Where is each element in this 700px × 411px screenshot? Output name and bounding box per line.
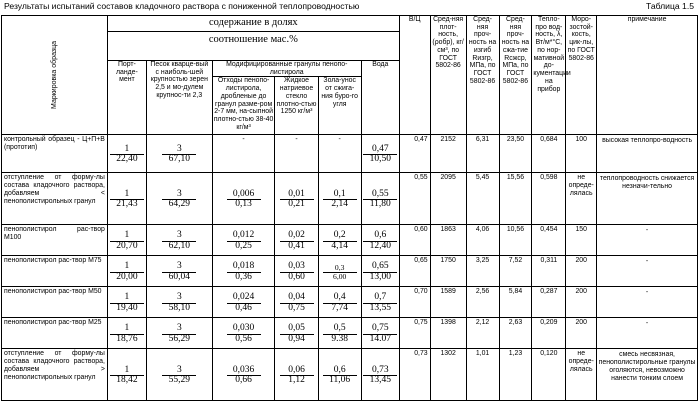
- fraction-cell: [146, 173, 212, 225]
- note-value: -: [597, 256, 698, 287]
- fraction-numerator: 0,024: [227, 293, 261, 304]
- fraction-denominator: 62,10: [168, 240, 191, 251]
- fraction-cell: [275, 225, 318, 256]
- fraction-denominator: 0,60: [288, 271, 305, 282]
- fraction-denominator: 0,46: [235, 302, 252, 313]
- fraction-numerator: 1: [110, 262, 144, 273]
- thermal-value: 0,311: [532, 256, 566, 287]
- density-header: Сред-няя плот-ность, (ρобр), кг/см³, по ГОСТ 5802-86: [430, 16, 466, 135]
- fraction-cell: [146, 287, 212, 318]
- table-row: [2, 256, 698, 287]
- compress-value: 10,56: [499, 225, 532, 256]
- sample-name: пенополистирол рас-твор М50: [2, 287, 108, 318]
- fraction-cell: [107, 225, 146, 256]
- wc-value: 0,75: [399, 318, 430, 349]
- fraction-numerator: 1: [110, 366, 144, 377]
- portland-header: Порт-ланде-мент: [107, 61, 146, 135]
- fraction-numerator: 3: [162, 293, 196, 304]
- frost-value: 150: [566, 225, 597, 256]
- bend-value: 4,06: [466, 225, 499, 256]
- bend-value: 6,31: [466, 135, 499, 173]
- fraction-denominator: 0,25: [235, 240, 252, 251]
- wc-value: 0,70: [399, 287, 430, 318]
- compress-value: 7,52: [499, 256, 532, 287]
- wc-header: В/Ц: [399, 16, 430, 135]
- fraction: [110, 366, 144, 387]
- fraction-numerator: 1: [110, 145, 144, 156]
- fraction-numerator: 3: [162, 145, 196, 156]
- fraction-cell: [275, 349, 318, 401]
- fraction: [110, 145, 144, 166]
- fraction-denominator: 0,21: [288, 199, 305, 210]
- fraction-cell: [361, 349, 399, 401]
- fraction: [110, 231, 144, 252]
- bend-value: 3,25: [466, 256, 499, 287]
- thermal-value: 0,209: [532, 318, 566, 349]
- fraction-denominator: 58,10: [168, 302, 191, 313]
- frost-header: Моро-зостой-кость, цик-лы, по ГОСТ 5802-86: [566, 16, 597, 135]
- fraction: [110, 293, 144, 314]
- fraction-numerator: 1: [110, 190, 144, 201]
- fraction: [363, 262, 397, 283]
- note-value: -: [597, 318, 698, 349]
- marking-header: Маркировка образца: [2, 16, 108, 135]
- fraction: [323, 264, 357, 281]
- sample-name: отступление от форму-лы состава кладочного раствора, добавляем > пенополистирольных гранул: [2, 349, 108, 401]
- fraction-cell: [107, 349, 146, 401]
- fraction: [280, 262, 314, 283]
- table-row: [2, 287, 698, 318]
- fraction-numerator: 0,02: [280, 231, 314, 242]
- fraction: [110, 190, 144, 211]
- note-value: -: [597, 287, 698, 318]
- fraction-cell: [318, 225, 361, 256]
- fraction-numerator: 3: [162, 366, 196, 377]
- fraction-denominator: 18,76: [116, 333, 138, 344]
- density-value: 1589: [430, 287, 466, 318]
- frost-value: не опреде-лялась: [566, 349, 597, 401]
- fraction-numerator: 0,47: [363, 145, 397, 156]
- fraction-denominator: 7,74: [331, 302, 348, 313]
- fraction-denominator: 12,40: [369, 240, 391, 251]
- fraction-denominator: 6,00: [333, 271, 347, 281]
- density-value: 1750: [430, 256, 466, 287]
- note-value: высокая теплопро-водность: [597, 135, 698, 173]
- fraction: [110, 324, 144, 345]
- fraction-cell: [107, 318, 146, 349]
- fraction: [162, 293, 196, 314]
- fraction-denominator: 1,12: [288, 375, 305, 386]
- fraction-numerator: 0,73: [363, 366, 397, 377]
- wc-value: 0,55: [399, 173, 430, 225]
- fraction: [323, 190, 357, 211]
- fraction-numerator: 0,006: [227, 190, 261, 201]
- granules-header: Модифицированные гранулы пенопо-листирола: [212, 61, 361, 77]
- fraction-cell: [212, 349, 275, 401]
- fraction-cell: [361, 287, 399, 318]
- fraction-numerator: 3: [162, 190, 196, 201]
- fraction-numerator: 0,55: [363, 190, 397, 201]
- density-value: 2095: [430, 173, 466, 225]
- fraction-denominator: 67,10: [168, 154, 191, 165]
- bend-value: 2,56: [466, 287, 499, 318]
- fraction-numerator: 0,5: [323, 324, 357, 335]
- fraction-denominator: 20,00: [116, 271, 138, 282]
- fraction: [280, 324, 314, 345]
- table-row: [2, 318, 698, 349]
- sand-header: Песок кварце-вый с наиболь-шей крупностью зерен 2,5 и мо-дулем крупнос-ти 2,3: [146, 61, 212, 135]
- fraction-cell: [275, 256, 318, 287]
- bend-value: 1,01: [466, 349, 499, 401]
- density-value: 1863: [430, 225, 466, 256]
- fraction: [280, 231, 314, 252]
- fraction: [280, 366, 314, 387]
- thermal-header: Тепло-про вод-ность, λ, Вт/м*°С, по нор-мативной до-кументации на прибор: [532, 16, 566, 135]
- fraction-numerator: 0,2: [323, 231, 357, 242]
- fraction: [162, 145, 196, 166]
- content-line-1: содержание в долях: [108, 16, 399, 32]
- fraction: [162, 324, 196, 345]
- table-row: [2, 173, 698, 225]
- wc-value: 0,47: [399, 135, 430, 173]
- density-value: 1302: [430, 349, 466, 401]
- fraction-numerator: 1: [110, 293, 144, 304]
- fraction-denominator: 2,14: [331, 199, 348, 210]
- fraction: [162, 231, 196, 252]
- fraction-numerator: 0,030: [227, 324, 261, 335]
- fraction-cell: [107, 287, 146, 318]
- fraction: [323, 293, 357, 314]
- thermal-value: 0,454: [532, 225, 566, 256]
- fraction: [227, 293, 261, 314]
- compress-value: 23,50: [499, 135, 532, 173]
- fraction-numerator: 0,012: [227, 231, 261, 242]
- fraction-numerator: 0,05: [280, 324, 314, 335]
- frost-value: 200: [566, 256, 597, 287]
- fraction: [323, 324, 357, 345]
- fraction-denominator: 64,29: [168, 199, 191, 210]
- fraction-denominator: 10,50: [369, 154, 391, 165]
- frost-value: 200: [566, 318, 597, 349]
- fraction-numerator: 0,036: [227, 366, 261, 377]
- fraction: [363, 293, 397, 314]
- fraction: [323, 366, 357, 387]
- compress-header: Сред-няя проч-ность на сжа-тие Rсжср, МПа, по ГОСТ 5802-86: [499, 16, 532, 135]
- table-number: Таблица 1.5: [645, 1, 694, 11]
- glass-header: Жидкое натриевое стекло плотно-стью 1250 кг/м³: [275, 77, 318, 135]
- density-value: 1398: [430, 318, 466, 349]
- table-row: [2, 135, 698, 173]
- fraction-cell: [107, 135, 146, 173]
- note-header: примечание: [597, 16, 698, 135]
- fraction-numerator: 3: [162, 324, 196, 335]
- fraction-cell: [318, 256, 361, 287]
- fraction-denominator: 0,36: [235, 271, 252, 282]
- fraction-denominator: 11,06: [329, 375, 351, 386]
- bend-value: 5,45: [466, 173, 499, 225]
- fraction-numerator: 0,018: [227, 262, 261, 273]
- fraction-cell: [361, 225, 399, 256]
- table-title: Результаты испытаний составов кладочного раствора с пониженной теплопроводностью: [4, 1, 360, 11]
- sample-name: пенополистирол рас-твор М25: [2, 318, 108, 349]
- fraction-denominator: 19,40: [116, 302, 138, 313]
- fraction-cell: [146, 225, 212, 256]
- frost-value: не опреде-лялась: [566, 173, 597, 225]
- thermal-value: 0,287: [532, 287, 566, 318]
- table-row: [2, 349, 698, 401]
- thermal-value: 0,684: [532, 135, 566, 173]
- fraction-numerator: 0,7: [363, 293, 397, 304]
- fraction-denominator: 60,04: [168, 271, 191, 282]
- fraction-numerator: 1: [110, 231, 144, 242]
- fraction: [363, 145, 397, 166]
- content-header: [107, 16, 399, 61]
- ash-header: Зола-унос от сжига-ния буро-го угля: [318, 77, 361, 135]
- fraction-cell: [146, 349, 212, 401]
- fraction-denominator: 9.38: [331, 333, 348, 344]
- fraction: [363, 231, 397, 252]
- fraction-denominator: 0,94: [288, 333, 305, 344]
- wc-value: 0,65: [399, 256, 430, 287]
- table-row: [2, 225, 698, 256]
- compress-value: 5,84: [499, 287, 532, 318]
- fraction-cell: [318, 349, 361, 401]
- fraction-numerator: 0,1: [323, 190, 357, 201]
- bend-value: 2,12: [466, 318, 499, 349]
- fraction-numerator: 3: [162, 262, 196, 273]
- thermal-value: 0,120: [532, 349, 566, 401]
- fraction-cell: [318, 173, 361, 225]
- fraction-cell: [212, 318, 275, 349]
- fraction-cell: [361, 135, 399, 173]
- fraction-denominator: 13,00: [369, 271, 391, 282]
- fraction: [363, 324, 397, 345]
- dash-cell: -: [212, 135, 275, 173]
- fraction: [323, 231, 357, 252]
- compress-value: 1,23: [499, 349, 532, 401]
- fraction: [280, 190, 314, 211]
- fraction-cell: [361, 173, 399, 225]
- fraction-cell: [361, 256, 399, 287]
- fraction-denominator: 22,40: [116, 154, 138, 165]
- fraction-numerator: 0,4: [323, 293, 357, 304]
- fraction-numerator: 0,01: [280, 190, 314, 201]
- note-value: -: [597, 225, 698, 256]
- fraction-cell: [107, 173, 146, 225]
- bend-header: Сред-няя проч-ность на изгиб Rизгр, МПа, по ГОСТ 5802-86: [466, 16, 499, 135]
- fraction-cell: [275, 318, 318, 349]
- fraction-denominator: 0,41: [288, 240, 305, 251]
- sample-name: пенополистирол рас-твор М75: [2, 256, 108, 287]
- fraction-denominator: 56,29: [168, 333, 191, 344]
- fraction-cell: [275, 287, 318, 318]
- fraction-denominator: 0,66: [235, 375, 252, 386]
- fraction-denominator: 21,43: [116, 199, 138, 210]
- wc-value: 0,60: [399, 225, 430, 256]
- fraction: [227, 190, 261, 211]
- fraction-cell: [107, 256, 146, 287]
- fraction-denominator: 55,29: [168, 375, 191, 386]
- fraction-numerator: 0,6: [363, 231, 397, 242]
- fraction-denominator: 0,56: [235, 333, 252, 344]
- fraction-cell: [212, 256, 275, 287]
- fraction: [227, 366, 261, 387]
- waste-header: Отходы пенопо-листирола, дробленые до гранул разме-ром 2-7 мм, на-сыпной плотно-стью 38-40 кг/м³: [212, 77, 275, 135]
- fraction-numerator: 0,06: [280, 366, 314, 377]
- fraction-denominator: 13,55: [369, 302, 391, 313]
- fraction-denominator: 20,70: [116, 240, 138, 251]
- fraction: [110, 262, 144, 283]
- fraction-cell: [318, 287, 361, 318]
- fraction: [162, 262, 196, 283]
- density-value: 2152: [430, 135, 466, 173]
- fraction-cell: [212, 225, 275, 256]
- fraction-denominator: 0,13: [235, 199, 252, 210]
- content-line-2: соотношение мас.%: [208, 33, 298, 45]
- note-value: теплопроводность снижается незначи-тельно: [597, 173, 698, 225]
- fraction: [363, 366, 397, 387]
- fraction: [162, 366, 196, 387]
- note-value: смесь несвязная, пенополистирольные гранулы оголяются, невозможно нанести тонким слоем: [597, 349, 698, 401]
- fraction-denominator: 0,75: [288, 302, 305, 313]
- fraction-cell: [146, 135, 212, 173]
- compress-value: 15,56: [499, 173, 532, 225]
- frost-value: 100: [566, 135, 597, 173]
- fraction-denominator: 18,42: [116, 375, 138, 386]
- sample-name: отступление от форму-лы состава кладочного раствора, добавляем < пенополистирольных гранул: [2, 173, 108, 225]
- fraction-denominator: 11,80: [369, 199, 391, 210]
- fraction: [280, 293, 314, 314]
- fraction-numerator: 0,75: [363, 324, 397, 335]
- dash-cell: -: [275, 135, 318, 173]
- fraction-denominator: 4,14: [331, 240, 348, 251]
- fraction: [227, 231, 261, 252]
- thermal-value: 0,598: [532, 173, 566, 225]
- results-table: [1, 15, 698, 401]
- fraction-cell: [212, 287, 275, 318]
- wc-value: 0,73: [399, 349, 430, 401]
- frost-value: 200: [566, 287, 597, 318]
- fraction: [363, 190, 397, 211]
- fraction-cell: [361, 318, 399, 349]
- fraction-numerator: 0,6: [323, 366, 357, 377]
- fraction-numerator: 0,03: [280, 262, 314, 273]
- fraction: [227, 262, 261, 283]
- fraction-cell: [212, 173, 275, 225]
- fraction-numerator: 0,65: [363, 262, 397, 273]
- fraction-denominator: 14.07: [369, 333, 391, 344]
- fraction-denominator: 13,45: [369, 375, 391, 386]
- water-header: Вода: [361, 61, 399, 135]
- fraction-numerator: 1: [110, 324, 144, 335]
- compress-value: 2,63: [499, 318, 532, 349]
- fraction: [162, 190, 196, 211]
- fraction-cell: [275, 173, 318, 225]
- fraction-numerator: 0,3: [323, 264, 357, 273]
- fraction-cell: [146, 256, 212, 287]
- fraction-numerator: 3: [162, 231, 196, 242]
- fraction-cell: [146, 318, 212, 349]
- fraction-numerator: 0,04: [280, 293, 314, 304]
- sample-name: контрольный образец - Ц+П+В (прототип): [2, 135, 108, 173]
- dash-cell: -: [318, 135, 361, 173]
- sample-name: пенополистирол рас-твор М100: [2, 225, 108, 256]
- fraction: [227, 324, 261, 345]
- fraction-cell: [318, 318, 361, 349]
